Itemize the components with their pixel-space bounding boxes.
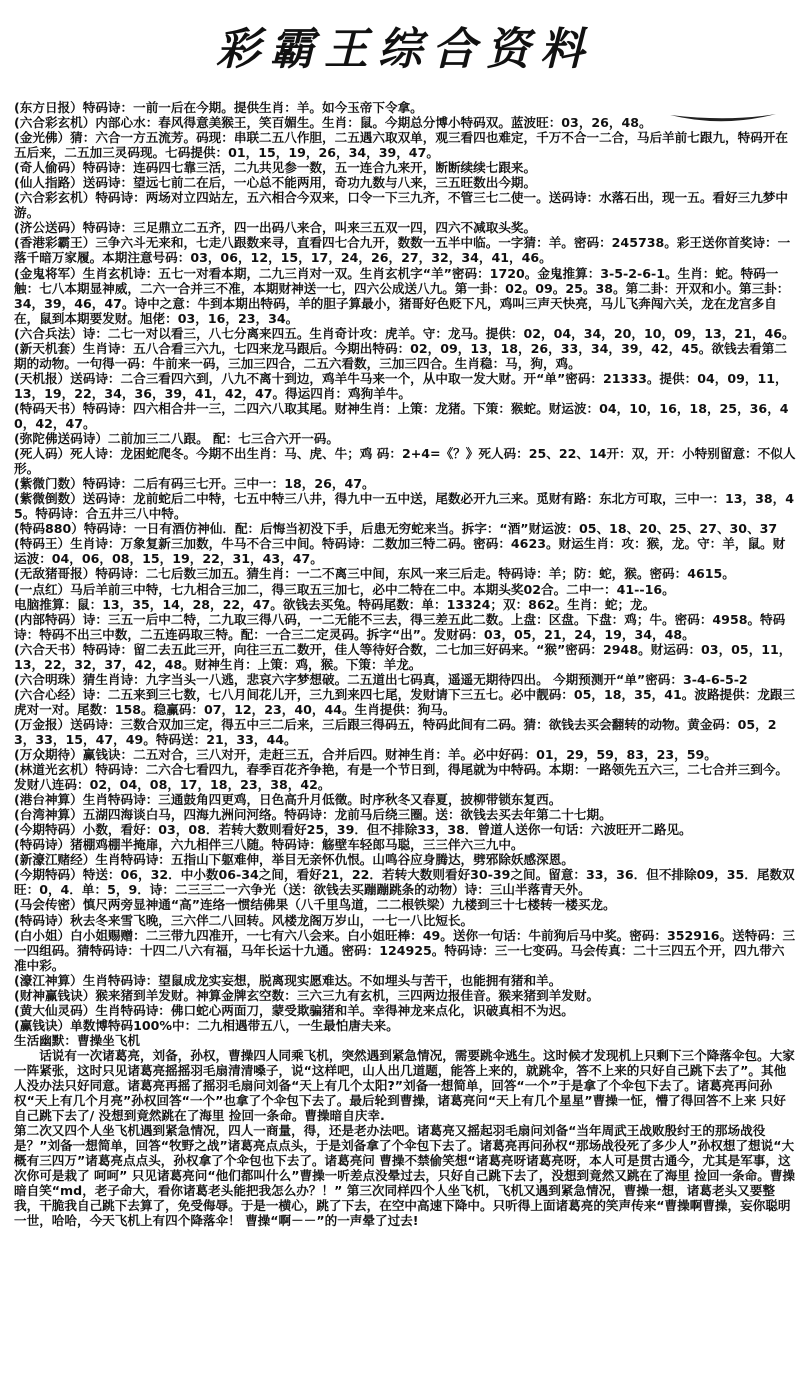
info-entry: (今期特码）特送：06，32．中小数06-34之间，看好21，22．若转大数则看好30-39之间。留意：33，36．但不排除09，35．尾数双旺：0，4．单：5，9．诗：二三三二一六争光（送：欲钱去买蹦蹦跳条的动物）诗：三山半落青天外。 bbox=[14, 867, 795, 898]
document-title: 彩霸王综合资料 bbox=[216, 24, 594, 75]
info-entry: (内部特码）诗：三五一后中二特，二九取三得八码，一二无能不三去，得三差五此二数。上盘：区盘。下盘：鸡；牛。密码：4958。特码诗：特码不出三中数，二五连码取三特。配：一合三二定灵码。拆字“出”。发财码：03，05，21，24，19，34，48。 bbox=[14, 611, 786, 642]
info-entry: (六合彩玄机）特码诗：两场对立四站左，五六相合今双来，口令一下三九齐，不管三七二使一。送码诗：水落石出，现一五。看好三九梦中游。 bbox=[14, 190, 788, 221]
info-entry: (无敌猪哥报）特码诗：二七后数三加五。猜生肖：一二不离三中间，东风一来三后走。特码诗：羊；防：蛇，猴。密码：4615。 bbox=[14, 566, 735, 582]
info-entry: (今期特码）小数，看好：03，08．若转大数则看好25，39．但不排除33，38．曾道人送你一句话：六波旺开二路见。 bbox=[14, 822, 692, 838]
info-entry: (东方日报）特码诗：一前一后在今期。提供生肖：羊。如今玉帝下令拿。 bbox=[14, 100, 423, 115]
info-entry: 电脑推算：鼠：13，35，14，28，22，47。欲钱去买兔。特码尾数：单：13324；双：862。生肖：蛇；龙。 bbox=[14, 596, 656, 612]
info-entry: (天机报）送码诗：二合三看四六到，八九不离十到边，鸡羊牛马来一个，从中取一发大财。开“单”密码：21333。提供：04，09，11，13，19，22，34，36，39，41，42，47。得运四肖：鸡狗羊牛。 bbox=[14, 370, 788, 401]
info-entry: (林道光玄机）特码诗：二六合七看四九，春季百花齐争艳，有是一个节日到，得尾就为中特码。本期：一路领先五六三，二七合并三到今。发财八连码：02，04，08，17，18，23，38，42。 bbox=[14, 762, 788, 793]
info-entry: (白小姐）白小姐赐赠：二三带九四准开，一七有六八会来。白小姐旺棒：49。送你一句话：牛前狗后马中奖。密码：352916。送特码：三一四组码。猜特码诗：十四二八六有福，马年长运十九通。密码：124925。特码诗：三一七变码。马会传真：二十三四五个开，四九带六准中彩。 bbox=[14, 927, 796, 973]
info-entry: (济公送码）特码诗：三足鼎立二五齐，四一出码八来合，叫来三五双一四，四六不减取头奖。 bbox=[14, 220, 537, 236]
info-entry: (特码天书）特码诗：四六相合井一三，二四六八取其尾。财神生肖：上策：龙猪。下策：猴蛇。财运波：04，10，16，18，25，36，40，42，47。 bbox=[14, 400, 789, 431]
info-entry: (特码诗）猪棚鸡棚半掩扉，六九相伴三八随。特码诗：觞壁车轻郎马聪，三三伴六三九中。 bbox=[14, 837, 524, 853]
info-entry: (紫微倒数）送码诗：龙前蛇后二中特，七五中特三八井，得九中一五中送，尾数必开九三来。觅财有路：东北方可取，三中一：13，38，45。特码诗：合五井三八中特。 bbox=[14, 491, 795, 522]
info-entry: (六合心经）诗：二五来到三七数，七八月间花儿开，三九到来四七尾，发财请下三五七。必中靓码：05，18，35，41。波路提供：龙跟三虎对一对。尾数：158。稳赢码：07，12，23，40，44。生肖提供：狗马。 bbox=[14, 686, 796, 717]
info-entry: (六合彩玄机）内部心水：春风得意美猴王，笑百媚生。生肖：鼠。今期总分博小特码双。蓝波旺：03，26，48。 bbox=[14, 115, 652, 131]
info-entry: (财神赢钱诀）猴来猪到羊发财。神算金牌玄空数：三六三九有玄机，三四两边报佳音。猴来猪到羊发财。 bbox=[14, 987, 600, 1003]
info-entry: (特码诗）秋去冬来雪飞晚，三六伴二八回转。风楼龙阁万岁山，一七一八比短长。 bbox=[14, 912, 474, 928]
info-entry: (奇人偷码）特码诗：连码四七靠三活，二九共见参一数，五一连合九来开，断断续续七跟来。 bbox=[14, 160, 537, 176]
info-entry: (仙人指路）送码诗：望远七前二在后，一心总不能两用，奇功九数与八来，三五旺数出今期。 bbox=[14, 175, 537, 191]
humor-story: 话说有一次诸葛亮，刘备，孙权，曹操四人同乘飞机，突然遇到紧急情况，需要跳伞逃生。这时候才发现机上只剩下三个降落伞包。大家一阵紧张，这时只见诸葛亮摇摇羽毛扇清清嗓子，说“这样吧，山人出几道题，能答上来的，就跳伞，答不上来的只好自己跳下去了”。其他人没办法只好同意。诸葛亮再摇了摇羽毛扇问刘备“天上有几个太阳?”刘备一想简单，回答“一个”于是拿了个伞包下去了。诸葛亮再问孙权“天上有几个月亮”孙权回答“一个”也拿了个伞包下去了。最后轮到曹操，诸葛亮问“天上有几个星星”曹操一怔，懵了得回答不上来 只好自己跳下去了/ 没想到竟然跳在了海里 捡回一条命。曹操暗自庆幸. 第二次又四个人坐飞机遇到紧急情况，四人一商量，得，还是老办法吧。诸葛亮又摇起羽毛扇问刘备“当年周武王战败殷纣王的那场战役是？”刘备一想简单，回答“牧野之战”诸葛亮点点头，于是刘备拿了个伞包下去了。诸葛亮再问孙权“那场战役死了多少人”孙权想了想说“大概有三四万”诸葛亮点点头，孙权拿了个伞包也下去了。诸葛亮问 曹操不禁偷笑想“诸葛亮呀诸葛亮呀，本人可是贯古通今，尤其是军事，这次你可是栽了 呵呵” 只见诸葛亮问“他们都叫什么”曹操一听差点没晕过去，只好自己跳下去了，没想到竟然又跳在了海里 捡回一条命。曹操暗自笑“md，老子命大，看你诸葛老头能把我怎么办？！” 第三次同样四个人坐飞机，飞机又遇到紧急情况，曹操一想，诸葛老头又要整我，干脆我自己跳下去算了，免受侮辱。于是一横心，跳了下去，在空中高速下降中。只听得上面诸葛亮的笑声传来“曹操啊曹操，妄你聪明一世，哈哈，今天飞机上有四个降落伞！ 曹操“啊－－”的一声晕了过去! bbox=[14, 1047, 796, 1229]
info-entry: (新濠江赌经）生肖特码诗：五指山下躯难伸，举目无亲怀仇恨。山鸣谷应身腾达，劈邪除妖感深恩。 bbox=[14, 852, 574, 868]
info-entry: (一点红）马后羊前三中特，七九相合三加二，得三取五三加七，必中二特在二中。本期头奖02合。二中一：41--16。 bbox=[14, 581, 675, 597]
info-entry: (港台神算）生肖特码诗：三通鼓角四更鸡，日色高升月低徵。时序秋冬又春夏，披柳带锁东复西。 bbox=[14, 792, 562, 808]
info-entry: (六合兵法）诗：二七一对以看三，八七分离来四五。生肖奇计攻：虎羊。守：龙马。提供：02，04，34，20，10，09，13，21，46。 bbox=[14, 325, 795, 341]
info-entry: (台湾神算）五湖四海谈白马，四海九洲问河络。特码诗：龙前马后绕三圈。送：欲钱去买去年第二十七期。 bbox=[14, 807, 612, 823]
info-entry: 生活幽默：曹操坐飞机 bbox=[14, 1032, 140, 1048]
info-entry: (六合明珠）猜生肖诗：九字当头一八逃，悲哀六字梦想破。二五道出七码真，遥遥无期待四出。 今期预测开“单”密码：3-4-6-5-2 bbox=[14, 671, 748, 687]
info-entry: (万众期待）赢钱诀：二五对合，三八对开，走赶三五，合并后四。财神生肖：羊。必中好码：01，29，59，83，23，59。 bbox=[14, 747, 717, 763]
info-entry: (特码王）生肖诗：万象复新三加数，牛马不合三中间。特码诗：二数加三特二码。密码：4623。财运生肖：攻：猴，龙。守：羊，鼠。财运波：04，06，08，15，19，22，31，43，47。 bbox=[14, 536, 786, 567]
info-entry: (万金报）送码诗：三数合双加三定，得五中三二后来，三后跟三得码五，特码此间有二码。猜：欲钱去买会翻转的动物。黄金码：05，23，33，15，47，49。特码送：21，33，44。 bbox=[14, 716, 777, 747]
info-entry: (特码880）特码诗：一日有酒仿神仙．配：后悔当初没下手，后患无穷蛇来当。拆字：“酒”财运波：05、18、20、25、27、30、37 bbox=[14, 521, 778, 537]
info-entry: (香港彩霸王）三争六斗无来和，七走八跟数来寻，直看四七合九开，数数一五半中临。一字猜：羊。密码：245738。彩王送你首奖诗：一落千暗万家履。本期注意号码：03，06，12，15，17，24，26，27，32，34，41，46。 bbox=[14, 235, 791, 266]
info-entry: (紫微门数）特码诗：二后有码三七开。三中一：18，26，47。 bbox=[14, 476, 375, 492]
info-entry: (弥陀佛送码诗）二前加三二八跟。 配：七三合六开一码。 bbox=[14, 431, 339, 447]
info-entry: (黄大仙灵码）生肖特码诗：佛口蛇心两面刀，蒙受欺骗猪和羊。幸得神龙来点化，识破真相不为迟。 bbox=[14, 1002, 574, 1018]
info-entry: (濠江神算）生肖特码诗：望鼠成龙实妄想，脱离现实愿难达。不如埋头与苦干，也能拥有猪和羊。 bbox=[14, 972, 562, 988]
info-entry: (金鬼将军）生肖玄机诗：五七一对看本期，二九三肖对一双。生肖玄机字“羊”密码：1720。金鬼推算：3-5-2-6-1。生肖：蛇。特码一触：七八本期显神威，二六一合并三不准，本期财神送一七，四六公成送八九。第一卦：02。09。25。38。第二卦：开双和小。第三卦：34，39，46，47。诗中之意：牛到本期出特码，羊的胆子算最小，猪哥好色贬下凡，鸡叫三声天快亮，马儿飞奔闯六关，龙在龙宫多自在，鼠到本期要发财。旭佬：03，16，23，34。 bbox=[14, 265, 790, 326]
info-entry: (金光佛）猜：六合一方五流芳。码现：串联二五八作胆，二五遇六取双单，观三看四也难定，千万不合一二合，马后羊前七跟九，特码开在五后来，二五加三灵码现。七码提供：01，15，19，26，34，39，47。 bbox=[14, 130, 788, 161]
info-entry: (新天机套）生肖诗：五八合看三六九，七四来龙马跟后。今期出特码：02，09，13，18，26，33，34，39，42，45。欲钱去看第二期的动物。一句得一码：牛前来一码，三加三四合，二五六看数，三加三四合。生肖稳：马，狗，鸡。 bbox=[14, 340, 787, 371]
info-entry: (赢钱诀）单数博特码100%中：二九相遇带五八，一生最怕唐夫来。 bbox=[14, 1017, 399, 1033]
info-entry: (六合天书）特码诗：留二去五此三开，向往三五二数开，佳人等待好合数，二七加三好码来。“猴”密码：2948。财运码：03，05，11，13，22，32，37，42，48。财神生肖：上策：鸡，猴。下策：羊龙。 bbox=[14, 641, 792, 672]
document-body bbox=[14, 100, 796, 1378]
info-entry: (死人码）死人诗：龙困蛇爬冬。今期不出生肖：马、虎、牛；鸡 码：2+4=《？》死人码：25、22、14开：双，开：小特别留意：不似人形。 bbox=[14, 446, 796, 477]
info-entry: (马会传密）慎尺两旁显神通“高”连络一惯结佛果（八千里鸟道，二二根铁梁）九楼到三十七楼转一楼买龙。 bbox=[14, 897, 616, 913]
